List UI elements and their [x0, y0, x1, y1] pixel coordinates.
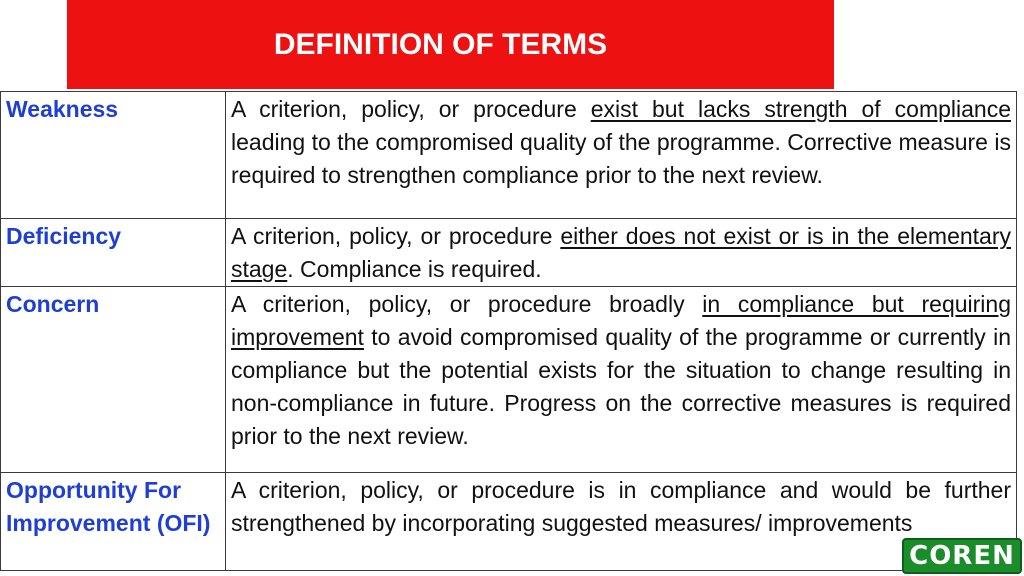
page-title: DEFINITION OF TERMS [273, 27, 608, 61]
term-cell: Opportunity For Improvement (OFI) [1, 473, 226, 571]
definition-cell [226, 287, 1017, 473]
definition-text: to avoid compromised quality of the programme or currently in compliance but the potential exists for the situation to change resulting in non-compliance in future. Progress on the corrective measures is required prior to the next review. [231, 324, 1011, 449]
term-cell: Deficiency [1, 219, 226, 287]
table-row [1, 92, 1017, 219]
term-cell: Weakness [1, 92, 226, 219]
definition-emphasis: in compliance but requiring improvement [231, 291, 1011, 350]
table-row [1, 219, 1017, 287]
definitions-table [0, 91, 1017, 571]
logo-text: COREN [909, 541, 1015, 571]
definition-text: leading to the compromised quality of the programme. Corrective measure is required to strengthen compliance prior to the next review. [231, 129, 1011, 188]
table-row [1, 473, 1017, 571]
definition-text: A criterion, policy, or procedure [231, 96, 591, 122]
title-banner [67, 0, 834, 89]
definition-cell [226, 92, 1017, 219]
definition-cell [226, 219, 1017, 287]
definition-text: A criterion, policy, or procedure is in compliance and would be further strengthened by incorporating suggested measures/ improvements [231, 477, 1011, 536]
coren-logo [902, 538, 1022, 574]
definition-text: A criterion, policy, or procedure broadly [231, 291, 703, 317]
definition-cell [226, 473, 1017, 571]
table-row [1, 287, 1017, 473]
definition-emphasis: either does not exist or is in the elementary stage [231, 223, 1011, 282]
definition-emphasis: exist but lacks strength of compliance [590, 96, 1011, 122]
definition-text: . Compliance is required. [287, 256, 542, 282]
term-cell: Concern [1, 287, 226, 473]
definition-text: A criterion, policy, or procedure [231, 223, 561, 249]
